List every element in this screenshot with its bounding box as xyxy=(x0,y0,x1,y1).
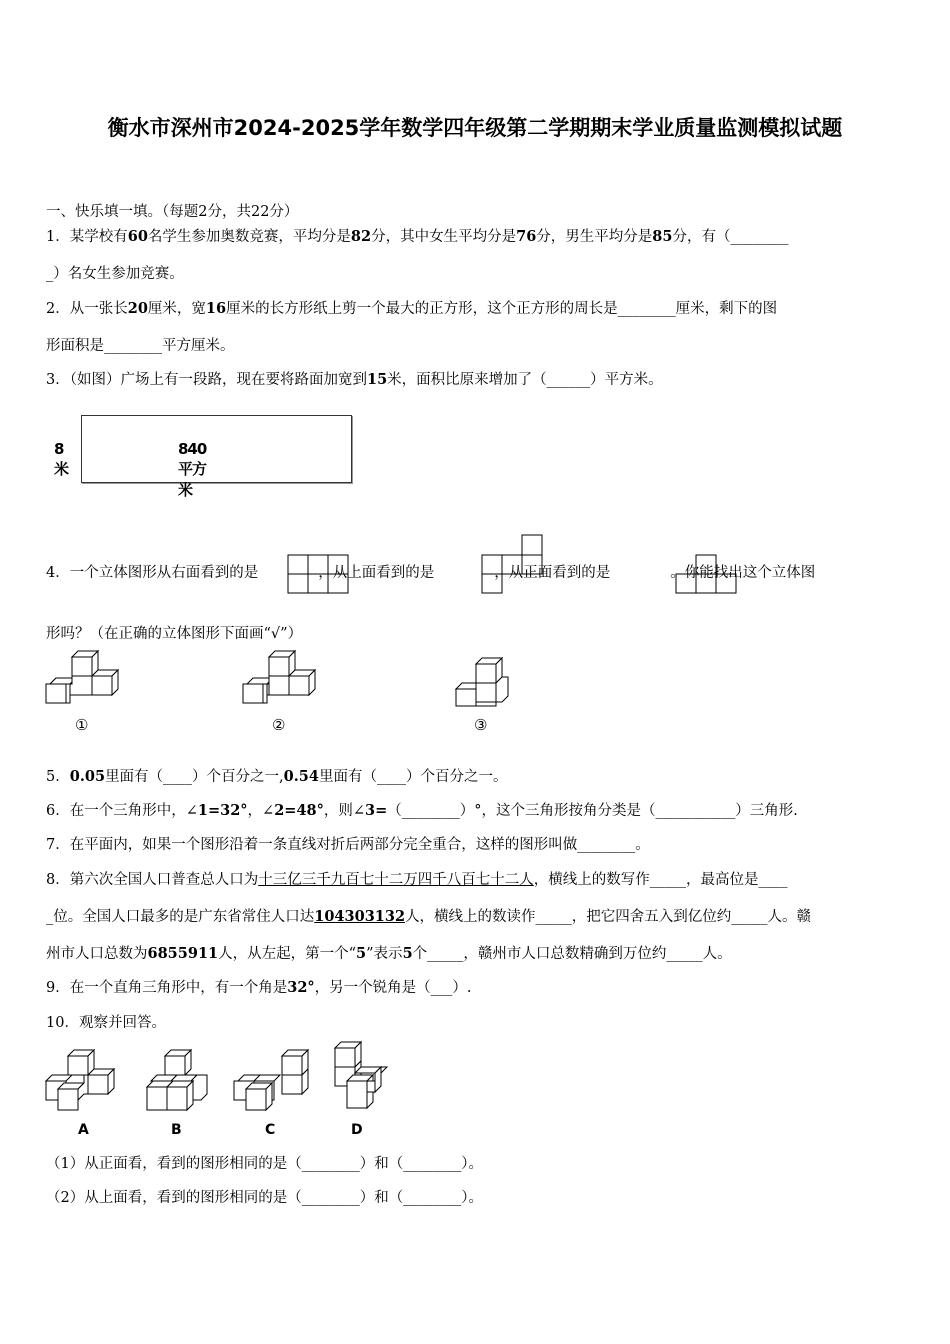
question-8-line3: 州市人口总数为6855911人，从左起，第一个“5”表示5个_____，赣州市人口总数精确到万位约_____人。 xyxy=(46,945,732,962)
road-area-label: 840平方米 xyxy=(178,440,207,499)
q4-solid-3 xyxy=(454,658,514,708)
question-5: 5．0.05里面有（____）个百分之一,0.54里面有（____）个百分之一。 xyxy=(46,768,508,785)
q10-solid-a xyxy=(44,1048,124,1113)
q10-option-b-label: B xyxy=(171,1122,182,1138)
page-title: 衡水市深州市2024-2025学年数学四年级第二学期期末学业质量监测模拟试题 xyxy=(107,116,843,140)
question-2-line2: 形面积是________平方厘米。 xyxy=(46,338,235,354)
question-10-sub-1: （1）从正面看，看到的图形相同的是（________）和（________）。 xyxy=(46,1156,483,1172)
q10-option-c-label: C xyxy=(265,1122,276,1138)
q4-option-1-label: ① xyxy=(75,716,89,734)
question-8-line2: _位。全国人口最多的是广东省常住人口达104303132人，横线上的数读作_____，把它四舍五入到亿位约_____人。赣 xyxy=(46,908,812,925)
question-4-line2: 形吗？（在正确的立体图形下面画“√”） xyxy=(46,626,303,642)
q10-solid-b xyxy=(145,1048,215,1113)
section-header: 一、快乐填一填。（每题2分，共22分） xyxy=(46,204,299,220)
question-1-line2: _）名女生参加竞赛。 xyxy=(46,266,184,282)
question-1: 1．某学校有60名学生参加奥数竞赛，平均分是82分，其中女生平均分是76分，男生平均分是85分，有（________ xyxy=(46,228,789,245)
road-rectangle xyxy=(81,415,352,483)
q10-option-d-label: D xyxy=(351,1122,363,1138)
question-3: 3．（如图）广场上有一段路，现在要将路面加宽到15米，面积比原来增加了（______）平方米。 xyxy=(46,371,663,388)
q4-option-2-label: ② xyxy=(272,716,286,734)
q4-solid-1 xyxy=(44,655,124,710)
question-6: 6．在一个三角形中，∠1=32°，∠2=48°，则∠3=（________）°，这个三角形按角分类是（___________）三角形. xyxy=(46,802,798,819)
q10-solid-d xyxy=(333,1040,393,1115)
question-10-sub-2: （2）从上面看，看到的图形相同的是（________）和（________）。 xyxy=(46,1190,483,1206)
q4-solid-2 xyxy=(241,655,331,710)
question-4: 4．一个立体图形从右面看到的是 ，从上面看到的是 ，从正面看到的是 。你能找出这个立体图 xyxy=(46,565,816,581)
q4-option-3-label: ③ xyxy=(474,716,488,734)
q10-option-a-label: A xyxy=(78,1122,89,1138)
front-view-grid xyxy=(676,555,736,595)
question-10: 10．观察并回答。 xyxy=(46,1015,166,1031)
road-width-label: 8米 xyxy=(54,440,69,478)
q10-solid-c xyxy=(232,1048,312,1113)
top-view-grid xyxy=(482,535,542,595)
question-8: 8．第六次全国人口普查总人口为十三亿三千九百七十二万四千八百七十二人，横线上的数写作_____，最高位是____ xyxy=(46,872,788,888)
right-view-grid xyxy=(288,555,348,595)
question-2: 2．从一张长20厘米，宽16厘米的长方形纸上剪一个最大的正方形，这个正方形的周长是________厘米，剩下的图 xyxy=(46,300,778,317)
question-7: 7．在平面内，如果一个图形沿着一条直线对折后两部分完全重合，这样的图形叫做________。 xyxy=(46,837,650,853)
question-9: 9．在一个直角三角形中，有一个角是32°，另一个锐角是（___）. xyxy=(46,979,472,996)
